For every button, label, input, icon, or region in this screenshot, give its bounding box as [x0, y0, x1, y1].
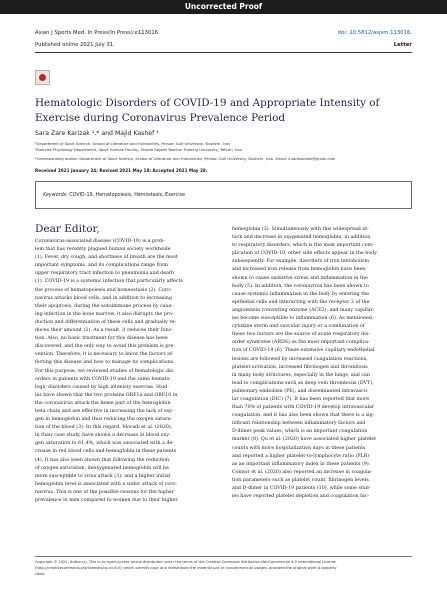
received-dates: Received 2021 January 24; Revised 2021 May 18; Accepted 2021 May 28. — [35, 168, 208, 173]
body-text-line: of oxygen saturation, deoxygenated hemoglobin will be — [35, 465, 169, 471]
body-text-line: plication of COVID-19, other side effects appear in the body — [232, 251, 377, 257]
footnote-rule — [35, 556, 412, 557]
body-text-line: Connor et al. (2020) also reported an increase in coagula- — [232, 469, 373, 475]
body-text-line: (1). COVID-19 is a systemic infection that particularly affects — [35, 279, 183, 285]
body-text-line: these two factors are the source of acute respiratory dis- — [232, 332, 370, 338]
body-text-line: important symptoms, and its complications range from — [35, 263, 168, 269]
body-text-line: and D-dimer in COVID-19 patients (10), while some stud- — [232, 486, 371, 491]
salutation: Dear Editor, — [35, 223, 100, 235]
body-text-line: D-dimer peak values, which is an important coagulation — [232, 429, 368, 435]
body-text-line: to respiratory disorders, which is the most important com- — [232, 243, 374, 249]
body-text-line: (4). It has also been shown that following the reduction — [35, 457, 170, 463]
article-title — [35, 96, 395, 125]
body-text-line: gen in hemoglobin and thus reducing the oxygen satura- — [35, 417, 173, 423]
body-text-line: orders in patients with COVID-19 and the same hemato- — [35, 376, 172, 382]
body-text-line: ies have shown that the two proteins ORF1a and ORF10 in — [35, 392, 178, 398]
body-text-line: than 70% of patients with COVID-19 develop intravascular — [232, 405, 375, 411]
body-text-line: epithelial cells and interacting with the receptor 2 of the — [232, 299, 370, 305]
body-text-line: tack and decrease in oxygenated hemoglobin, in addition — [232, 235, 371, 241]
title-line: Exercise during Coronavirus Prevalence Period — [35, 111, 286, 124]
body-column-left — [35, 238, 218, 505]
body-text-line: and reported a higher platelet-to-lymphocyte ratio (PLR) — [232, 453, 370, 459]
body-text-line: body (5). In addition, the coronavirus has been shown to — [232, 283, 369, 289]
corresponding-author: *Corresponding author: Department of Sport Science, School of Literature and Humanities, Persian Gulf University, Bushehr, Iran. Email: s.zarekarizak@gmail.com — [35, 157, 336, 161]
body-text-line: lem that has recently plagued human society worldwide — [35, 247, 171, 253]
body-text-line: hemoglobin (3). Simultaneously with this widespread at- — [232, 227, 369, 232]
body-text-line: tion of COVID-19 (6). These extensive capillary endothelial — [232, 348, 375, 354]
header-meta — [35, 30, 412, 38]
body-text-line: ies have reported platelet depletion and coagulation fac- — [232, 494, 370, 500]
body-text-line: order syndrome (ARDS) as the most important complica- — [232, 340, 370, 346]
body-column-right — [232, 226, 415, 501]
copyright-footnote — [35, 559, 412, 577]
affiliation-2: ²Exercise Physiology Department, Sport Science Faculty, Shahid Rajaee Teacher Training University, Tehran, Iran — [35, 148, 243, 152]
body-text-line: marker (8). Qu et al. (2020) have associated higher platelet — [232, 437, 377, 443]
author-list: Sara Zare Karizak ¹,* and Majid Kashef ² — [35, 130, 159, 137]
body-text-line: navirus. This is one of the possible reasons for the higher — [35, 489, 174, 495]
body-text-line: and increased iron release from hemoglobin have been — [232, 267, 366, 273]
body-text-line: hemoglobin level is associated with a wider attack of coro- — [35, 481, 177, 487]
article-type: Letter — [393, 42, 412, 48]
uncorrected-proof-banner: Uncorrected Proof — [0, 0, 447, 14]
body-text-line: tion. Also, no basic treatment for this disease has been — [35, 336, 168, 342]
body-text-line: upper respiratory tract infection to pneumonia and death — [35, 271, 174, 277]
body-text-line: ing infection in the bone marrow, it also disrupts the pro- — [35, 311, 174, 317]
logo-mark-icon — [39, 74, 46, 81]
journal-logo — [35, 70, 50, 85]
body-text-line: For this purpose, we reviewed studies of hematologic dis- — [35, 368, 175, 374]
keywords-box — [35, 181, 412, 209]
title-line: Hematologic Disorders of COVID-19 and Appropriate Intensity of — [35, 97, 380, 109]
keywords-label: Keywords: — [43, 193, 68, 198]
keywords-list: COVID-19, Hematopoiesis, Hemostasis, Exercise — [67, 193, 186, 198]
body-text-line: navirus attacks blood cells, and in addition to increasing — [35, 295, 172, 301]
body-text-line: their apoptosis, during the autoimmune process by caus- — [35, 303, 173, 309]
body-text-line: platelet activation, increased fibrinogen and thrombosis — [232, 364, 368, 370]
body-text-line: fecting this disease and how to manage its complications. — [35, 360, 175, 366]
body-text-line: duction and differentiation of these cells and gradually re- — [35, 319, 177, 325]
body-text-line: cause systemic inflammation in the body by entering the — [232, 291, 370, 297]
header-meta-2 — [35, 42, 412, 50]
body-text-line: the coronavirus attack the heme part of the hemoglobin — [35, 400, 171, 406]
body-text-line: in their case study, have shown a decrease in blood oxy- — [35, 433, 171, 439]
affiliation-1: ¹Department of Sport Science, School of Literature and Humanities, Persian Gulf University, Bushehr, Iran — [35, 142, 231, 146]
body-text-line: gen saturation to 61.4%, which was associated with a de- — [35, 441, 174, 447]
body-text-line: crease in red blood cells and hemoglobin in these patients — [35, 449, 177, 455]
body-text-line: beta chain and are effective in increasing the lack of oxy- — [35, 408, 174, 414]
body-text-line: (1). Fever, dry cough, and shortness of breath are the most — [35, 255, 178, 261]
journal-citation: Asian J Sports Med. In Press(In Press):e113016. — [35, 30, 160, 36]
body-text-line: lesions are followed by increased coagulation reactions, — [232, 356, 368, 362]
body-text-line: tion of the blood (3). In this regard, Moradi et al. (2020), — [35, 425, 173, 431]
body-text-line: lar coagulation (DIC) (7). It has been reported that more — [232, 396, 370, 402]
body-text-line: pulmonary embolism (PE), and disseminated intravascu- — [232, 388, 369, 394]
body-text-line: coagulation, and it has also been shown that there is a sig- — [232, 413, 375, 419]
footnote-line: cited. — [35, 572, 46, 576]
body-text-line: in many body structures, especially in the lungs, and can — [232, 372, 370, 378]
body-text-line: ies become susceptible to inflammation (6). As mentioned, — [232, 316, 374, 322]
body-text-line: Coronavirus-associated disease (COVID-19) is a prob- — [35, 239, 165, 244]
header-rule — [35, 52, 412, 53]
footnote-line: Copyright © 2021, Author(s). This is an open-access article distributed under the terms of the Creative Commons Attribution-NonCommercial 4.0 International License — [35, 560, 336, 564]
body-text-line: as an important inflammatory index in these patients (9). — [232, 461, 371, 467]
footnote-line: (http://creativecommons.org/licenses/by-nc/4.0/) which permits copy and redistribute the material just in noncommercial usages, provided the original work is properly — [35, 566, 337, 570]
body-text-line: discovered, and the only way to avoid this problem is pre- — [35, 344, 175, 350]
body-text-line: tion parameters such as platelet count, fibrinogen levels, — [232, 477, 371, 483]
body-text-line: shown to cause oxidative stress and inflammation in the — [232, 275, 368, 281]
body-text-line: prevalence in men compared to women due to their higher — [35, 498, 178, 503]
body-text-line: subsequently. For example, disorders of iron metabolism — [232, 259, 370, 265]
published-date: Published online 2021 July 31. — [35, 42, 115, 48]
body-text-line: duces their amount (2). As a result, it reduces their func- — [35, 328, 174, 334]
body-text-line: nificant relationship between inflammatory factors and — [232, 421, 366, 427]
body-text-line: counts with more hospitalization days in these patients — [232, 445, 366, 451]
body-text-line: lead to complications such as deep vein thrombosis (DVT), — [232, 380, 374, 386]
body-text-line: more susceptible to virus attack (3); and a higher initial — [35, 473, 171, 479]
body-text-line: vention. Therefore, it is necessary to know the factors af- — [35, 352, 174, 358]
doi-link[interactable]: doi: 10.5812/asjsm.113016. — [337, 30, 412, 36]
body-text-line: angiotensin converting enzyme (ACE2), and many capillar- — [232, 307, 375, 313]
body-text-line: the process of hematopoiesis and homeostasis (2). Coro- — [35, 287, 172, 293]
body-text-line: cytokine storm and vascular injury or a combination of — [232, 324, 365, 330]
body-text-line: logic disorders caused by high intensity exercise. Stud- — [35, 384, 169, 390]
